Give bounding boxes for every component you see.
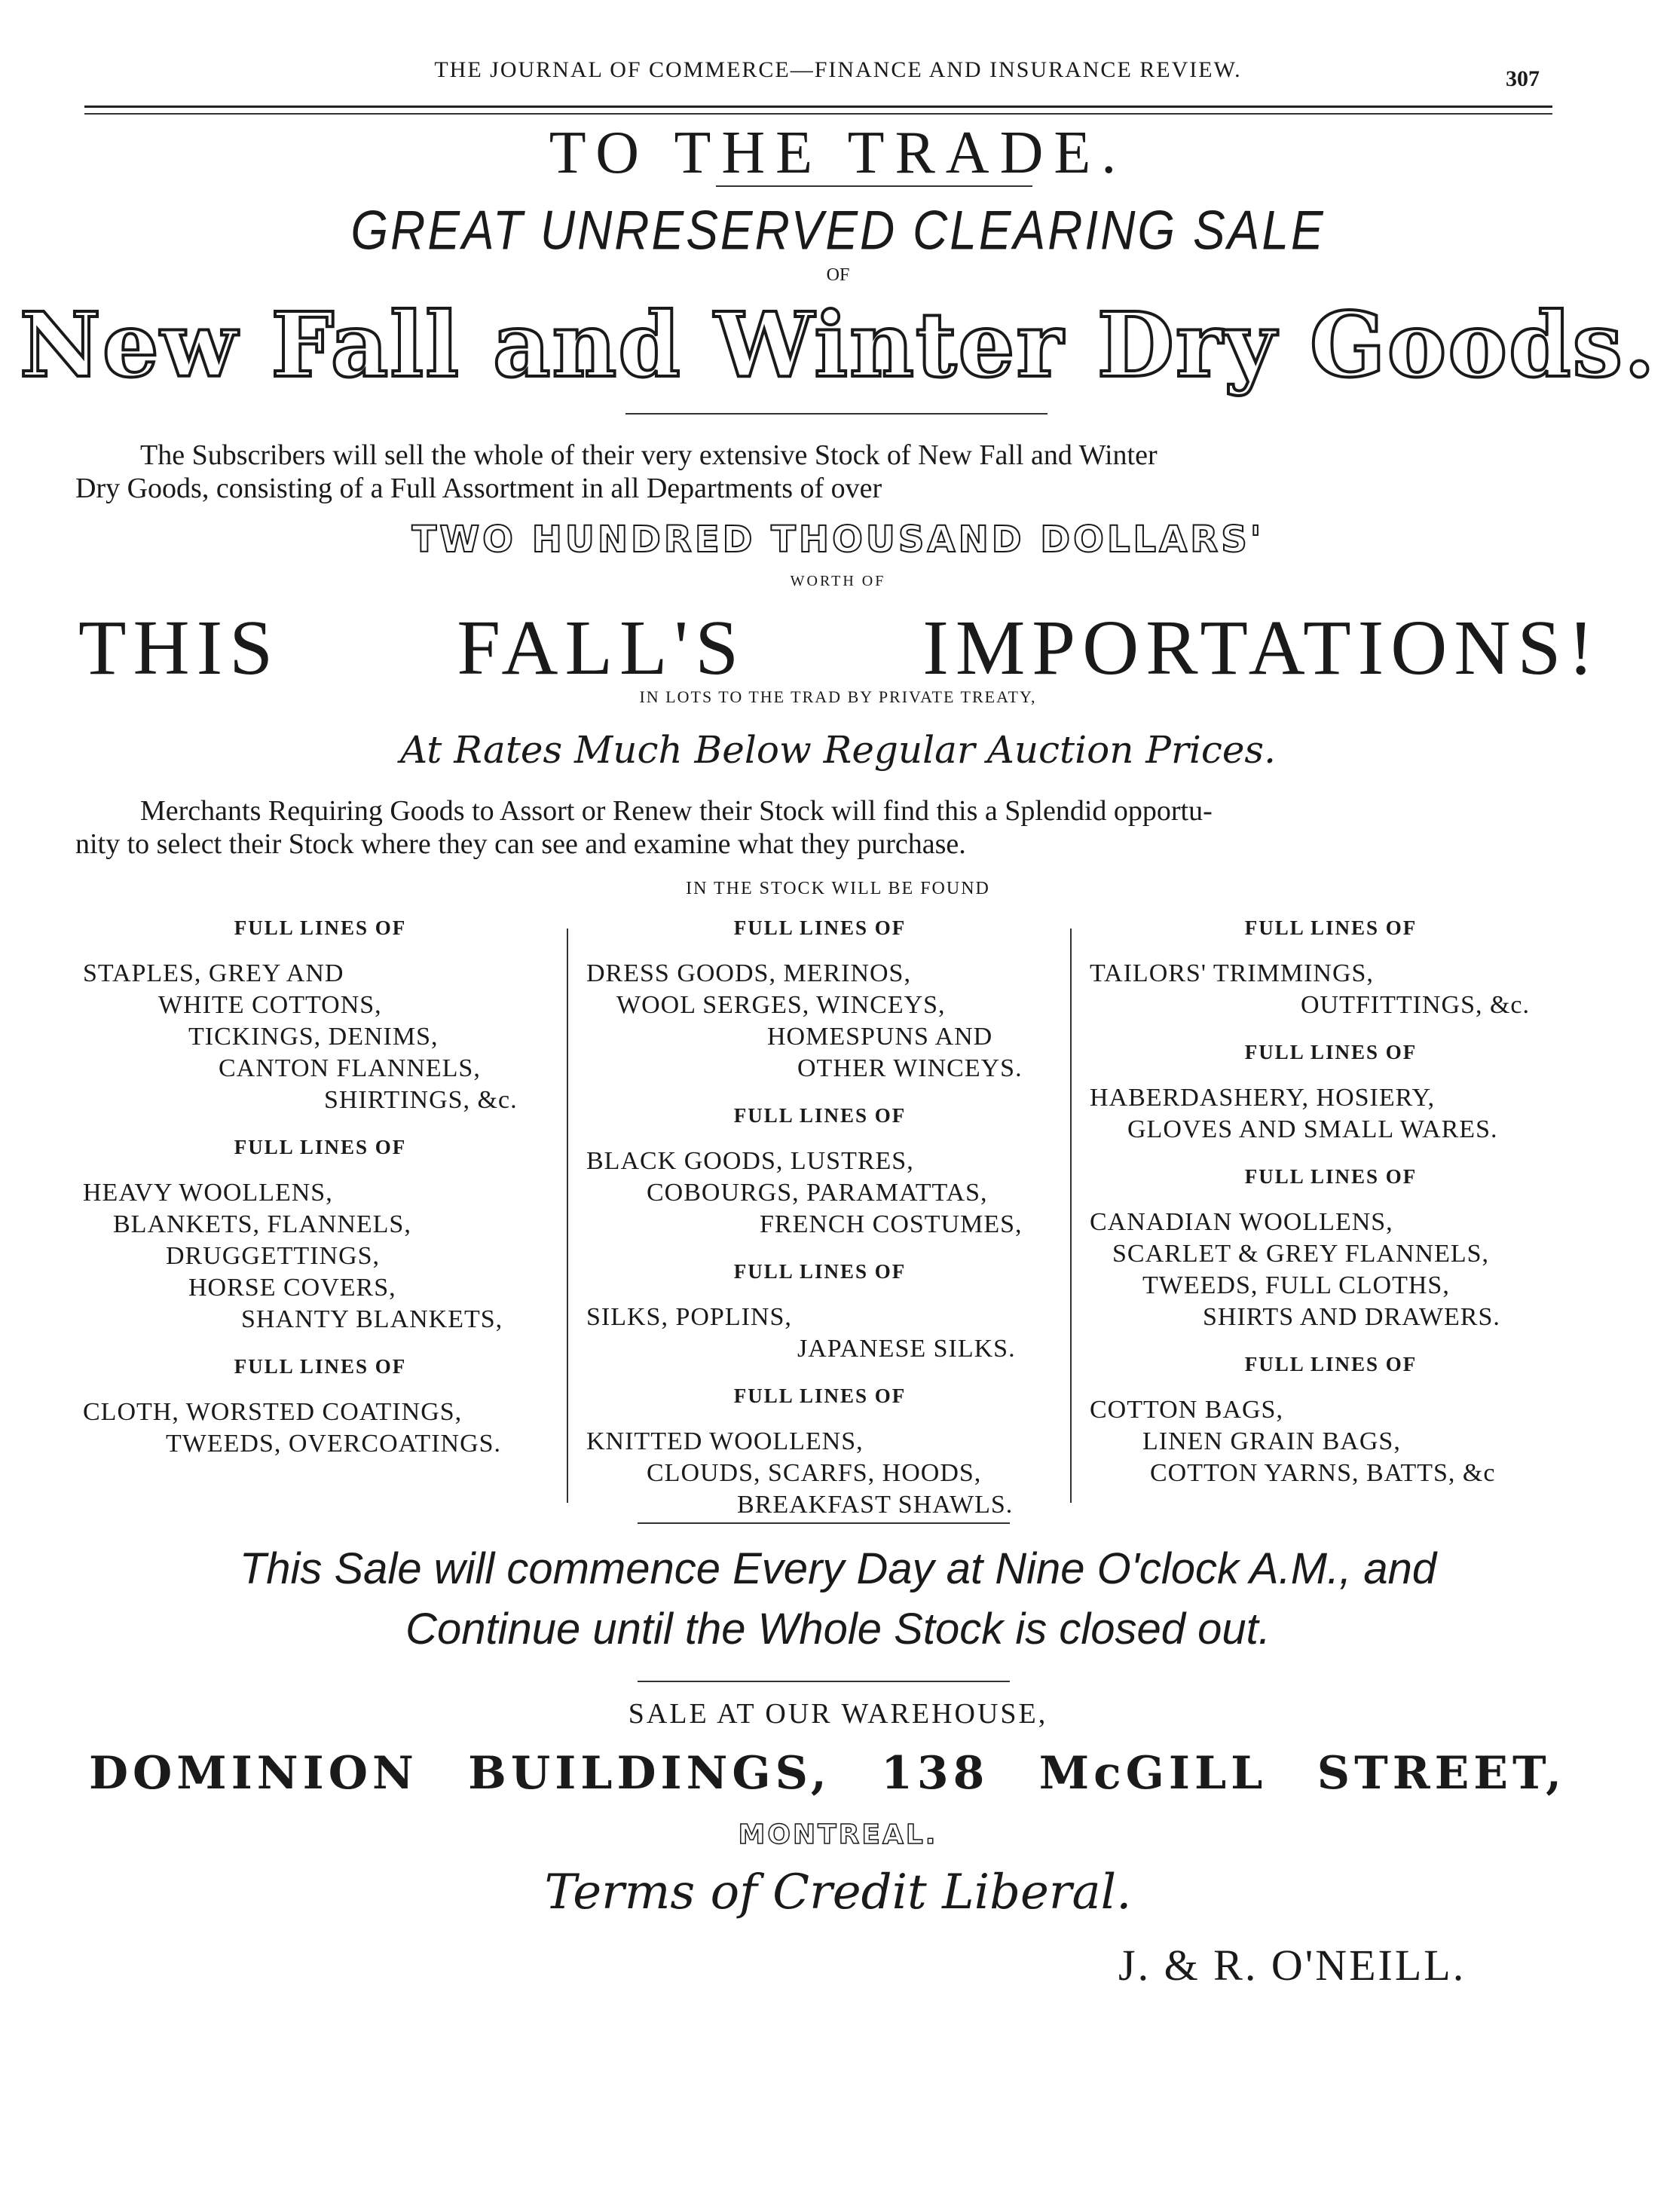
stock-line: DRUGGETTINGS, xyxy=(166,1242,381,1270)
stock-column-1 xyxy=(83,916,558,1479)
intro-line-2: Dry Goods, consisting of a Full Assortment in all Departments of over xyxy=(75,473,882,504)
header-rule-inner xyxy=(84,113,1552,115)
stock-line: WOOL SERGES, WINCEYS, xyxy=(616,991,946,1019)
header-rule xyxy=(84,106,1552,108)
stock-line: SHIRTS AND DRAWERS. xyxy=(1203,1303,1500,1331)
stock-line: KNITTED WOOLLENS, xyxy=(586,1427,864,1455)
rates-line: At Rates Much Below Regular Auction Prices. xyxy=(400,728,1276,772)
footer-divider xyxy=(638,1681,1010,1682)
group-heading: FULL LINES OF xyxy=(733,1260,907,1283)
title-divider xyxy=(625,413,1048,415)
group-heading: FULL LINES OF xyxy=(234,1355,407,1378)
stock-line: OUTFITTINGS, &c. xyxy=(1301,991,1531,1019)
group-heading: FULL LINES OF xyxy=(733,916,907,939)
stock-line: JAPANESE SILKS. xyxy=(797,1335,1016,1363)
commence-line-2: Continue until the Whole Stock is closed out. xyxy=(405,1605,1271,1654)
stock-line: FRENCH COSTUMES, xyxy=(760,1210,1023,1238)
main-title: New Fall and Winter Dry Goods. xyxy=(19,292,1657,397)
stock-line: SILKS, POPLINS, xyxy=(586,1303,792,1331)
stock-line: DRESS GOODS, MERINOS, xyxy=(586,959,911,987)
stock-line: BLANKETS, FLANNELS, xyxy=(113,1210,411,1238)
signature: J. & R. O'NEILL. xyxy=(1118,1941,1466,1990)
headline-underline xyxy=(716,185,1032,187)
address-line: DOMINION BUILDINGS, 138 McGILL STREET, xyxy=(89,1747,1566,1800)
terms-line: Terms of Credit Liberal. xyxy=(544,1865,1132,1920)
commence-line-1: This Sale will commence Every Day at Nine O'clock A.M., and xyxy=(239,1544,1437,1593)
stock-group xyxy=(83,1136,558,1335)
stock-line: WHITE COTTONS, xyxy=(158,991,382,1019)
headline: TO THE TRADE. xyxy=(549,120,1127,186)
journal-header-title: THE JOURNAL OF COMMERCE—FINANCE AND INSURANCE REVIEW. xyxy=(434,57,1242,82)
stock-line: SCARLET & GREY FLANNELS, xyxy=(1112,1240,1490,1268)
stock-line: TWEEDS, FULL CLOTHS, xyxy=(1142,1271,1450,1299)
group-heading: FULL LINES OF xyxy=(733,1384,907,1407)
intro-line-1: The Subscribers will sell the whole of their very extensive Stock of New Fall and Winter xyxy=(140,439,1158,471)
stock-line: COBOURGS, PARAMATTAS, xyxy=(647,1179,988,1207)
stock-line: GLOVES AND SMALL WARES. xyxy=(1127,1115,1498,1143)
stock-column-3 xyxy=(1090,916,1572,1509)
stock-line: SHIRTINGS, &c. xyxy=(324,1086,518,1114)
stock-line: COTTON YARNS, BATTS, &c xyxy=(1150,1459,1496,1487)
merchants-line-1: Merchants Requiring Goods to Assort or Renew their Stock will find this a Splendid opportu- xyxy=(140,795,1213,827)
group-heading: FULL LINES OF xyxy=(1244,1165,1418,1188)
stock-group xyxy=(83,1355,558,1460)
warehouse-line: SALE AT OUR WAREHOUSE, xyxy=(628,1698,1048,1730)
stock-line: COTTON BAGS, xyxy=(1090,1396,1283,1424)
stock-line: TICKINGS, DENIMS, xyxy=(188,1023,439,1051)
columns-divider xyxy=(638,1522,1010,1524)
stock-line: CANTON FLANNELS, xyxy=(219,1054,481,1082)
stock-line: LINEN GRAIN BAGS, xyxy=(1142,1427,1401,1455)
stock-line: CLOUDS, SCARFS, HOODS, xyxy=(647,1459,982,1487)
stock-group xyxy=(586,1384,1054,1521)
group-heading: FULL LINES OF xyxy=(1244,1353,1418,1375)
stock-line: CANADIAN WOOLLENS, xyxy=(1090,1208,1393,1236)
stock-group xyxy=(586,1260,1054,1365)
amount-banner: TWO HUNDRED THOUSAND DOLLARS' xyxy=(411,519,1265,561)
page-number: 307 xyxy=(1506,66,1540,91)
column-divider xyxy=(567,929,568,1503)
stock-line: TAILORS' TRIMMINGS, xyxy=(1090,959,1374,987)
of-label: OF xyxy=(826,265,850,285)
subheadline: GREAT UNRESERVED CLEARING SALE xyxy=(350,198,1326,262)
lots-line: IN LOTS TO THE TRAD BY PRIVATE TREATY, xyxy=(639,687,1037,706)
group-heading: FULL LINES OF xyxy=(1244,1041,1418,1063)
stock-line: OTHER WINCEYS. xyxy=(797,1054,1023,1082)
merchants-line-2: nity to select their Stock where they can see and examine what they purchase. xyxy=(75,828,966,860)
in-stock-label: IN THE STOCK WILL BE FOUND xyxy=(686,879,990,898)
stock-column-2 xyxy=(586,916,1054,1540)
stock-line: HORSE COVERS, xyxy=(188,1274,396,1302)
stock-group xyxy=(1090,1041,1572,1146)
city-line: MONTREAL. xyxy=(738,1819,938,1850)
stock-line: HABERDASHERY, HOSIERY, xyxy=(1090,1084,1436,1112)
stock-group xyxy=(1090,916,1572,1021)
stock-group xyxy=(83,916,558,1116)
stock-line: CLOTH, WORSTED COATINGS, xyxy=(83,1398,463,1426)
stock-line: HEAVY WOOLLENS, xyxy=(83,1179,333,1207)
group-heading: FULL LINES OF xyxy=(1244,916,1418,939)
stock-group xyxy=(586,916,1054,1085)
stock-line: SHANTY BLANKETS, xyxy=(241,1305,503,1333)
group-heading: FULL LINES OF xyxy=(234,1136,407,1158)
stock-group xyxy=(1090,1353,1572,1489)
stock-line: STAPLES, GREY AND xyxy=(83,959,344,987)
stock-group xyxy=(586,1104,1054,1241)
stock-group xyxy=(1090,1165,1572,1333)
group-heading: FULL LINES OF xyxy=(733,1104,907,1127)
stock-line: TWEEDS, OVERCOATINGS. xyxy=(166,1430,502,1458)
commence-notice xyxy=(0,1539,1676,1660)
stock-line: HOMESPUNS AND xyxy=(767,1023,993,1051)
importations-title: THIS FALL'S IMPORTATIONS! xyxy=(78,604,1601,691)
stock-line: BLACK GOODS, LUSTRES, xyxy=(586,1147,914,1175)
worth-of-label: WORTH OF xyxy=(790,573,886,589)
stock-line: BREAKFAST SHAWLS. xyxy=(737,1491,1014,1519)
group-heading: FULL LINES OF xyxy=(234,916,407,939)
column-divider xyxy=(1070,929,1072,1503)
